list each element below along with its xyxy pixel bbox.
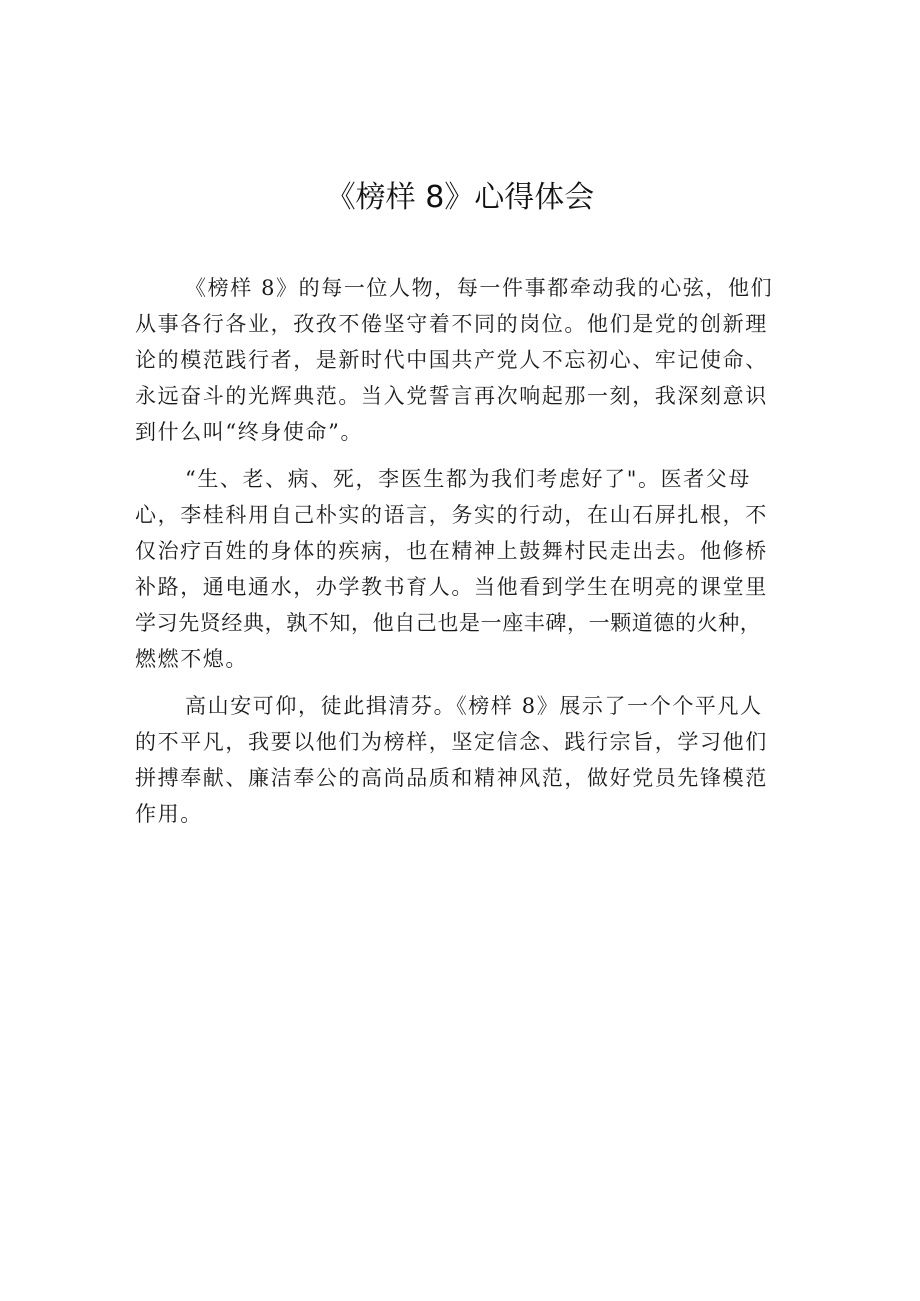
paragraph-line: 从事各行各业，孜孜不倦坚守着不同的岗位。他们是党的创新理 bbox=[135, 312, 768, 336]
paragraph-3 bbox=[135, 688, 790, 832]
paragraph-line: 到什么叫“终身使命”。 bbox=[135, 420, 364, 444]
paragraph-line: 燃燃不熄。 bbox=[135, 647, 248, 671]
paragraph-line: 高山安可仰，徒此揖清芬。《榜样 8》展示了一个个平凡人 bbox=[185, 694, 763, 718]
paragraph-line: “生、老、病、死，李医生都为我们考虑好了"。医者父母 bbox=[185, 467, 751, 491]
paragraph-line: 学习先贤经典，孰不知，他自己也是一座丰碑，一颗道德的火种， bbox=[135, 611, 762, 635]
paragraph-line: 补路，通电通水，办学教书育人。当他看到学生在明亮的课堂里 bbox=[135, 575, 768, 599]
document-body bbox=[135, 270, 790, 843]
paragraph-line: 作用。 bbox=[135, 802, 203, 826]
paragraph-line: 心，李桂科用自己朴实的语言，务实的行动，在山石屏扎根，不 bbox=[135, 503, 768, 527]
document-title: 《榜样 8》心得体会 bbox=[325, 180, 595, 215]
paragraph-1 bbox=[135, 270, 790, 450]
paragraph-line: 的不平凡，我要以他们为榜样，坚定信念、践行宗旨，学习他们 bbox=[135, 730, 768, 754]
paragraph-line: 论的模范践行者，是新时代中国共产党人不忘初心、牢记使命、 bbox=[135, 348, 768, 372]
paragraph-line: 《榜样 8》的每一位人物，每一件事都牵动我的心弦，他们 bbox=[185, 276, 774, 300]
paragraph-line: 仅治疗百姓的身体的疾病，也在精神上鼓舞村民走出去。他修桥 bbox=[135, 539, 768, 563]
paragraph-line: 永远奋斗的光辉典范。当入党誓言再次响起那一刻，我深刻意识 bbox=[135, 384, 768, 408]
paragraph-2 bbox=[135, 461, 790, 677]
paragraph-line: 拼搏奉献、廉洁奉公的高尚品质和精神风范，做好党员先锋模范 bbox=[135, 766, 768, 790]
